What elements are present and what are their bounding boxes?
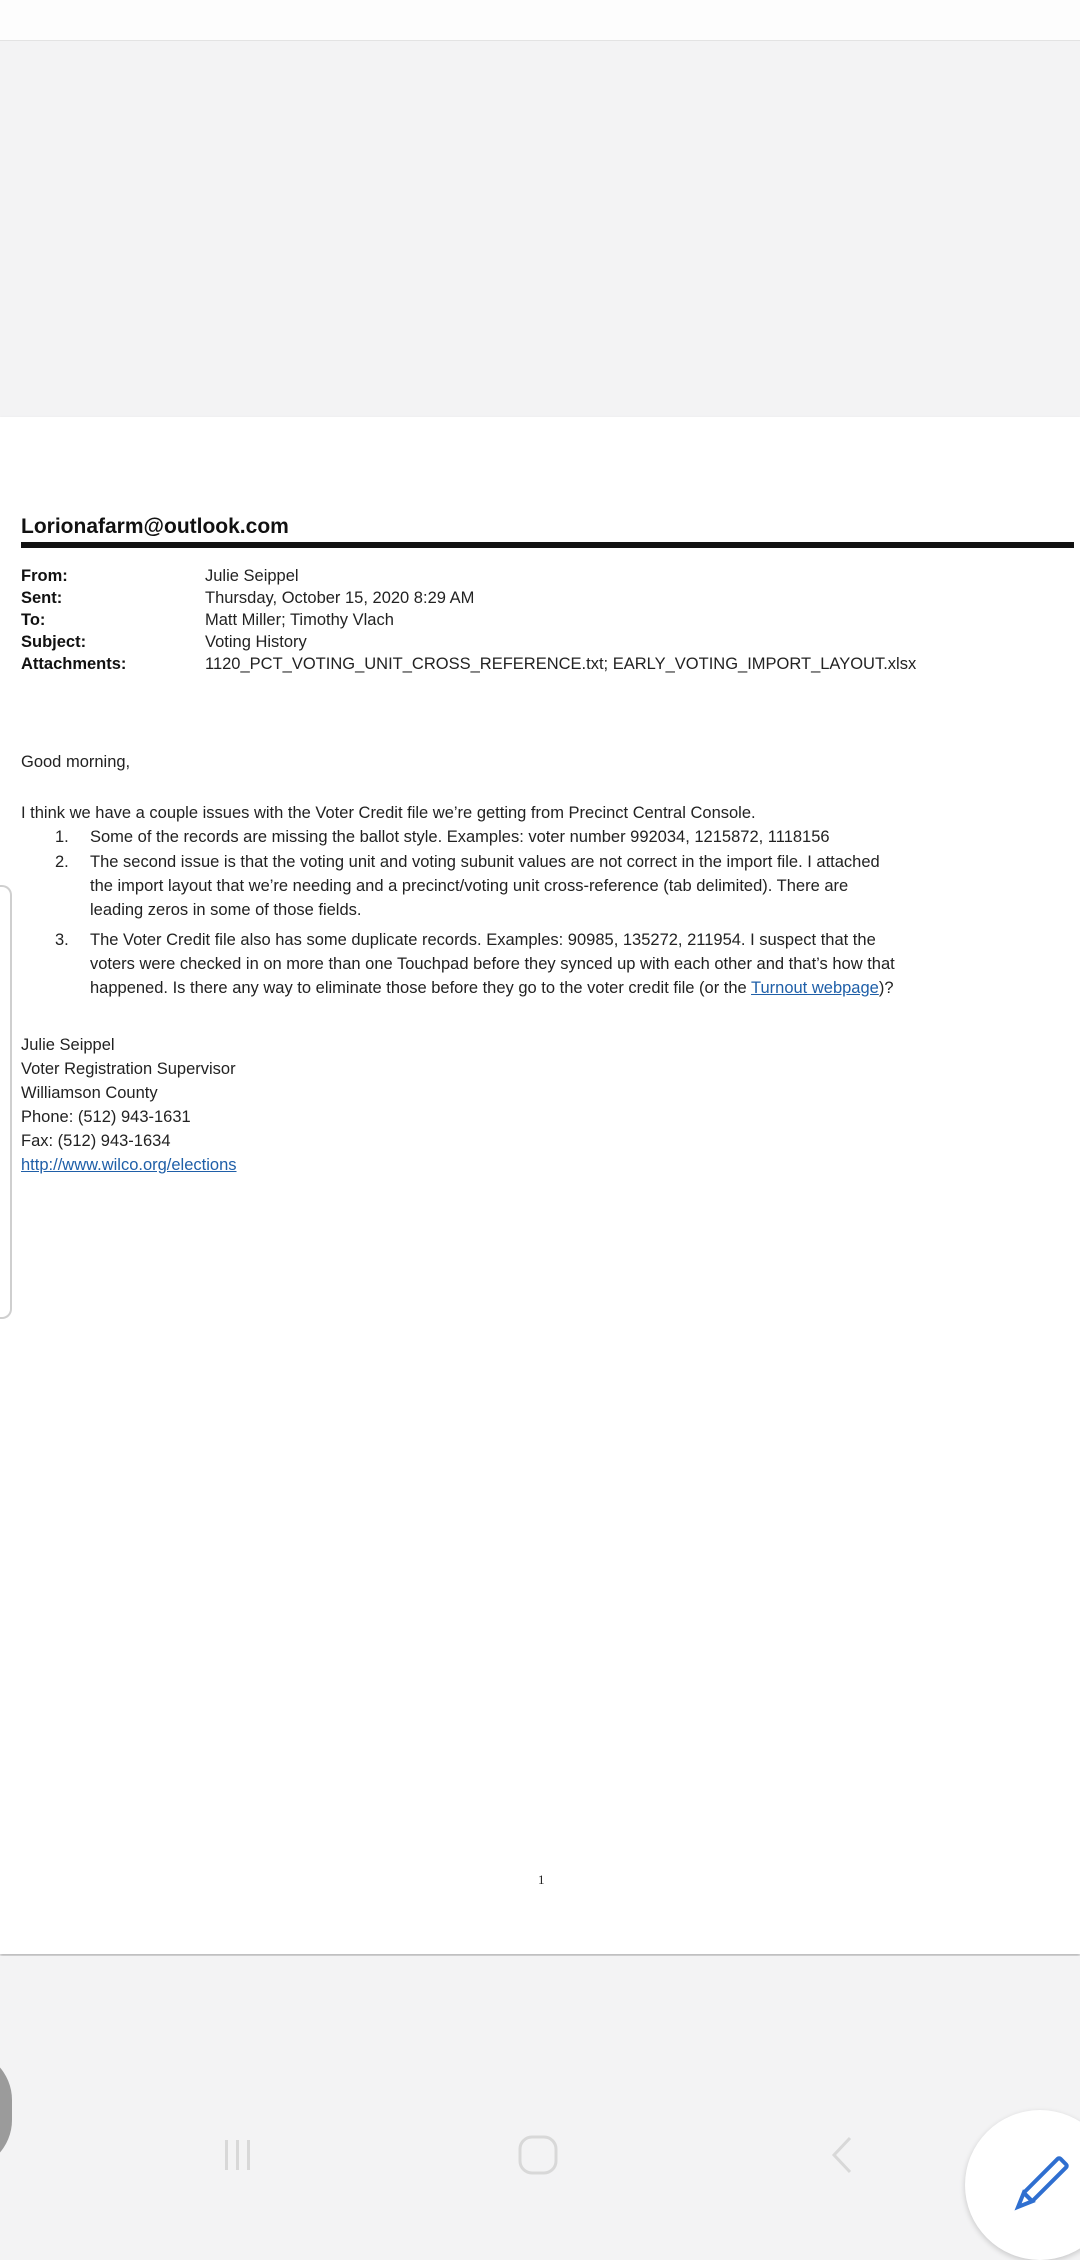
signature-fax: Fax: (512) 943-1634 [21,1132,171,1150]
header-label: To: [21,611,46,629]
header-value: 1120_PCT_VOTING_UNIT_CROSS_REFERENCE.txt; EARLY_VOTING_IMPORT_LAYOUT.xlsx [205,655,917,673]
document-page[interactable] [0,417,1080,1954]
header-label: Attachments: [21,655,127,673]
header-divider [21,542,1074,548]
navigation-bar [0,2090,1080,2220]
header-value: Voting History [205,633,307,651]
signature-link-row [21,1156,1071,1175]
elections-website-link[interactable]: http://www.wilco.org/elections [21,1156,237,1174]
list-item-line: The Voter Credit file also has some duplicate records. Examples: 90985, 135272, 211954. I suspect that the [90,931,876,949]
page-number: 1 [538,1872,545,1887]
recent-apps-icon [218,2135,258,2175]
pencil-icon [1005,2150,1075,2220]
list-item-line: Some of the records are missing the ballot style. Examples: voter number 992034, 1215872, 1118156 [90,828,830,846]
status-bar [0,0,1080,41]
header-value: Matt Miller; Timothy Vlach [205,611,394,629]
list-item-line: the import layout that we’re needing and a precinct/voting unit cross-reference (tab delimited). There are [90,877,849,895]
signature-name: Julie Seippel [21,1036,115,1054]
recent-apps-button[interactable] [178,2090,298,2220]
signature-phone: Phone: (512) 943-1631 [21,1108,191,1126]
header-value: Julie Seippel [205,567,299,585]
list-number: 1. [55,828,69,846]
account-email: Lorionafarm@outlook.com [21,515,289,538]
home-icon [513,2130,563,2180]
greeting: Good morning, [21,753,131,771]
list-item-line: leading zeros in some of those fields. [90,901,362,919]
viewer-background-top [0,41,1080,416]
back-icon [822,2130,862,2180]
header-value: Thursday, October 15, 2020 8:29 AM [205,589,475,607]
turnout-webpage-link[interactable]: Turnout webpage [751,979,879,997]
header-label: From: [21,567,68,585]
header-label: Sent: [21,589,63,607]
back-button[interactable] [782,2090,902,2220]
list-item-suffix: )? [878,979,894,997]
signature-county: Williamson County [21,1084,158,1102]
signature-title: Voter Registration Supervisor [21,1060,236,1078]
list-number: 2. [55,853,69,871]
edge-panel-handle[interactable] [0,885,12,1319]
intro-paragraph: I think we have a couple issues with the Voter Credit file we’re getting from Precinct Central Console. [21,804,756,822]
list-item-line: voters were checked in on more than one Touchpad before they synced up with each other and that’s how that [90,955,895,973]
home-button[interactable] [478,2090,598,2220]
list-item-text: happened. Is there any way to eliminate those before they go to the voter credit file (or the [90,979,752,997]
list-item-line-with-link [90,979,894,998]
list-item-line: The second issue is that the voting unit and voting subunit values are not correct in the import file. I attached [90,853,880,871]
header-label: Subject: [21,633,87,651]
list-number: 3. [55,931,69,949]
